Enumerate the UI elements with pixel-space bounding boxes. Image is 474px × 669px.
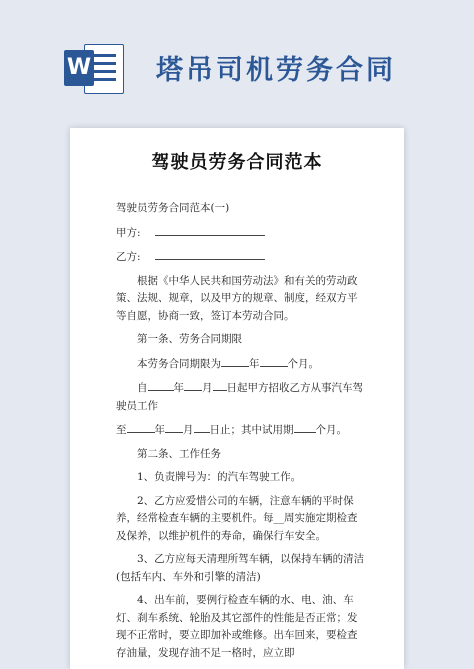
word-document-icon	[64, 40, 124, 96]
text-run: 个月。	[315, 424, 347, 436]
blank-field	[294, 421, 316, 433]
intro-paragraph: 根据《中华人民共和国劳动法》和有关的劳动政策、法规、规章，以及甲方的规章、制度，经双方平等自愿，协商一致，签订本劳动合同。	[116, 274, 358, 322]
to-line	[116, 421, 366, 440]
party-a-label: 甲方:	[116, 226, 141, 239]
blank-field	[213, 379, 227, 391]
text-run: 至	[116, 424, 127, 436]
article-2-title: 第二条、工作任务	[137, 447, 221, 460]
task-item-4: 4、出车前，要例行检查车辆的水、电、油、车灯、刹车系统、轮胎及其它部件的性能是否正常；发现不正常时，要立即加补或维修。出车回来，要检查存油量，发现存油不足一格时，应立即	[116, 594, 358, 659]
blank-field	[194, 421, 210, 433]
party-b-line	[116, 248, 366, 267]
document-page	[70, 128, 404, 669]
from-line	[116, 379, 366, 415]
text-run: 个月。	[287, 357, 319, 370]
document-body	[116, 200, 366, 668]
word-logo-badge: W	[64, 50, 94, 86]
blank-field	[148, 379, 174, 391]
banner	[0, 0, 474, 110]
blank-field	[221, 355, 249, 367]
task-item-2: 2、乙方应爱惜公司的车辆，注意车辆的平时保养，经常检查车辆的主要机件。每__周实施定期检查及保养，以维护机件的寿命，确保行车安全。	[116, 494, 358, 542]
article-1-title: 第一条、劳务合同期限	[137, 333, 242, 345]
task-item-3: 3、乙方应每天清理所驾车辆，以保持车辆的清洁(包括车内、车外和引擎的清洁)	[116, 553, 365, 583]
text-run: 自	[137, 382, 148, 394]
text-run: 本劳务合同期限为	[137, 357, 221, 370]
document-title: 驾驶员劳务合同范本	[151, 152, 323, 173]
blank-field	[127, 421, 155, 433]
document-heading: 驾驶员劳务合同范本(一)	[116, 202, 230, 214]
text-run: 年	[249, 357, 260, 370]
blank-field	[155, 224, 265, 236]
text-run: 月	[202, 382, 213, 394]
banner-title: 塔吊司机劳务合同	[156, 55, 396, 86]
blank-field	[184, 379, 202, 391]
text-run: 日止；其中试用期	[209, 424, 294, 436]
text-run: 月	[183, 424, 194, 436]
blank-field	[260, 355, 288, 367]
text-run: 年	[173, 382, 184, 394]
text-run: 日起甲方招收乙方从事汽车驾驶员工作	[116, 382, 363, 412]
task-item-1: 1、负责牌号为：的汽车驾驶工作。	[137, 471, 302, 483]
text-run: 年	[154, 424, 165, 436]
party-a-line	[116, 224, 366, 243]
term-line	[116, 355, 366, 374]
blank-field	[155, 248, 265, 260]
blank-field	[165, 421, 183, 433]
party-b-label: 乙方:	[116, 251, 141, 263]
